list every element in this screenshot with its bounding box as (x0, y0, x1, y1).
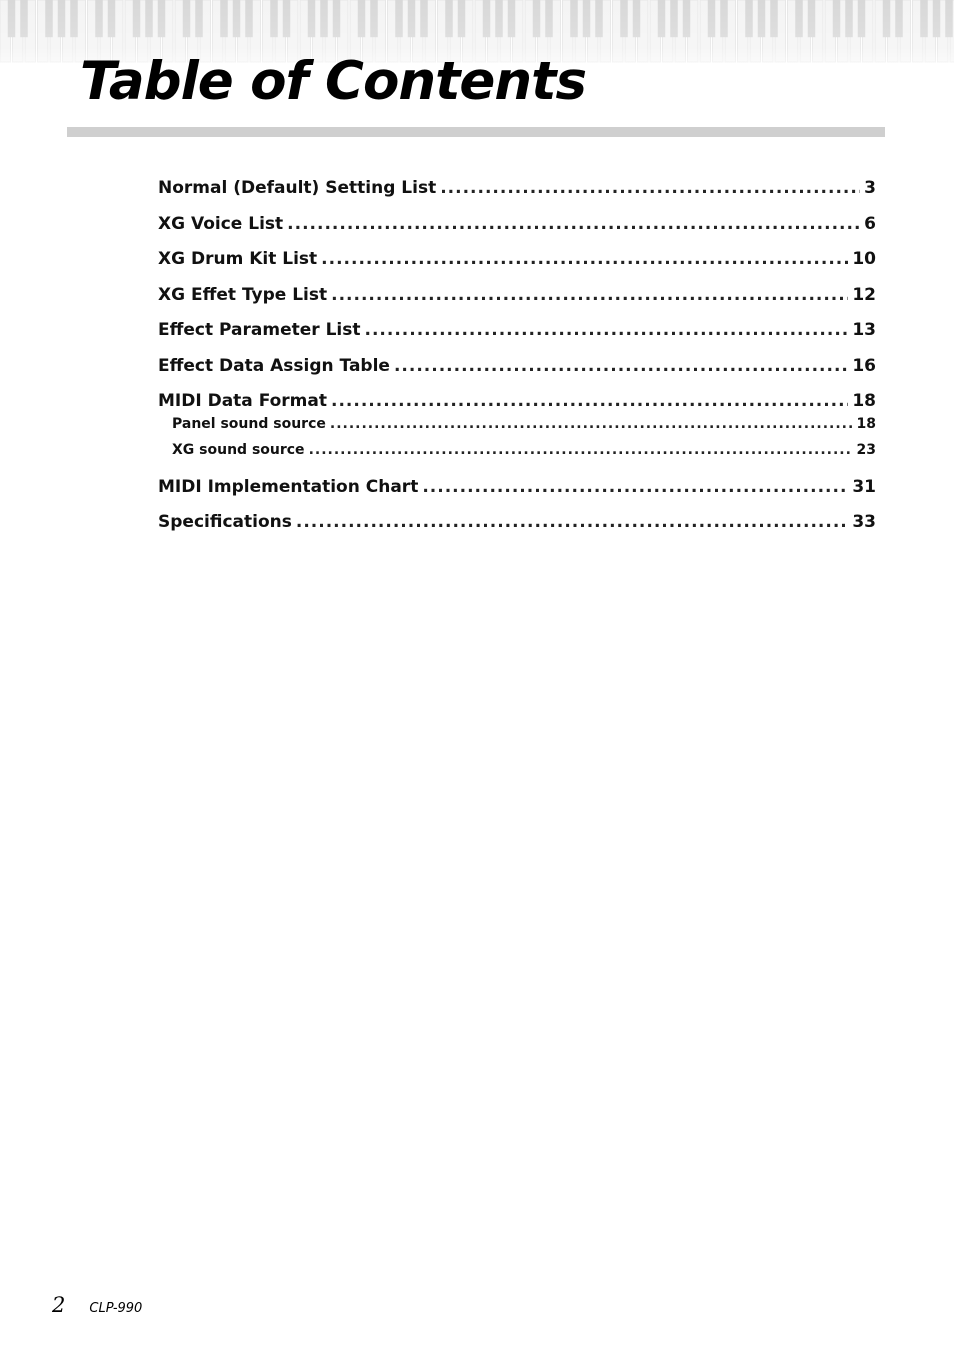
toc-leader-dots (364, 316, 848, 345)
toc-entry-label: Specifications (158, 512, 292, 532)
toc-leader-dots (321, 245, 848, 274)
toc-leader-dots (287, 210, 860, 239)
toc-entry-page: 12 (852, 284, 876, 305)
model-name: CLP-990 (89, 1301, 143, 1316)
toc-subentry-panel-sound-source[interactable] (158, 413, 876, 439)
toc-entry-page: 3 (864, 178, 876, 198)
page-title: Table of Contents (80, 51, 586, 112)
toc-subentry-xg-sound-source[interactable] (158, 439, 876, 473)
toc-entry-effect-parameter-list[interactable] (158, 316, 876, 352)
toc-entry-label: Normal (Default) Setting List (158, 178, 437, 198)
toc-entry-page: 33 (852, 512, 876, 532)
toc-entry-specifications[interactable] (158, 508, 876, 544)
toc-entry-effect-data-assign-table[interactable] (158, 352, 876, 388)
toc-entry-label: XG Drum Kit List (158, 249, 318, 269)
toc-entry-normal-setting-list[interactable] (158, 174, 876, 210)
toc-entry-label: XG Voice List (158, 213, 284, 234)
toc-leader-dots (330, 413, 853, 435)
toc-entry-page: 13 (852, 320, 876, 340)
toc-subentry-page: 23 (856, 441, 876, 458)
table-of-contents (158, 174, 876, 544)
toc-leader-dots (394, 352, 848, 381)
toc-entry-xg-voice-list[interactable] (158, 210, 876, 246)
toc-entry-page: 10 (852, 249, 876, 269)
page-number: 2 (52, 1293, 66, 1317)
toc-entry-label: MIDI Implementation Chart (158, 476, 419, 497)
toc-entry-xg-effet-type-list[interactable] (158, 281, 876, 317)
toc-subentry-label: Panel sound source (172, 415, 326, 432)
toc-leader-dots (331, 281, 848, 310)
toc-entry-xg-drum-kit-list[interactable] (158, 245, 876, 281)
toc-leader-dots (440, 174, 860, 203)
toc-entry-page: 18 (852, 391, 876, 411)
toc-entry-label: XG Effet Type List (158, 284, 328, 305)
toc-entry-page: 31 (852, 476, 876, 497)
toc-entry-midi-implementation-chart[interactable] (158, 473, 876, 509)
toc-entry-label: Effect Parameter List (158, 320, 361, 340)
toc-entry-label: Effect Data Assign Table (158, 355, 390, 376)
toc-subentry-label: XG sound source (172, 441, 305, 458)
toc-subentry-page: 18 (856, 415, 876, 432)
toc-leader-dots (309, 439, 853, 461)
page-footer (52, 1293, 142, 1317)
title-underline-rule (67, 127, 885, 137)
toc-leader-dots (296, 508, 848, 537)
toc-leader-dots (422, 473, 848, 502)
toc-entry-label: MIDI Data Format (158, 391, 327, 411)
toc-entry-page: 6 (864, 213, 876, 234)
toc-entry-page: 16 (852, 355, 876, 376)
